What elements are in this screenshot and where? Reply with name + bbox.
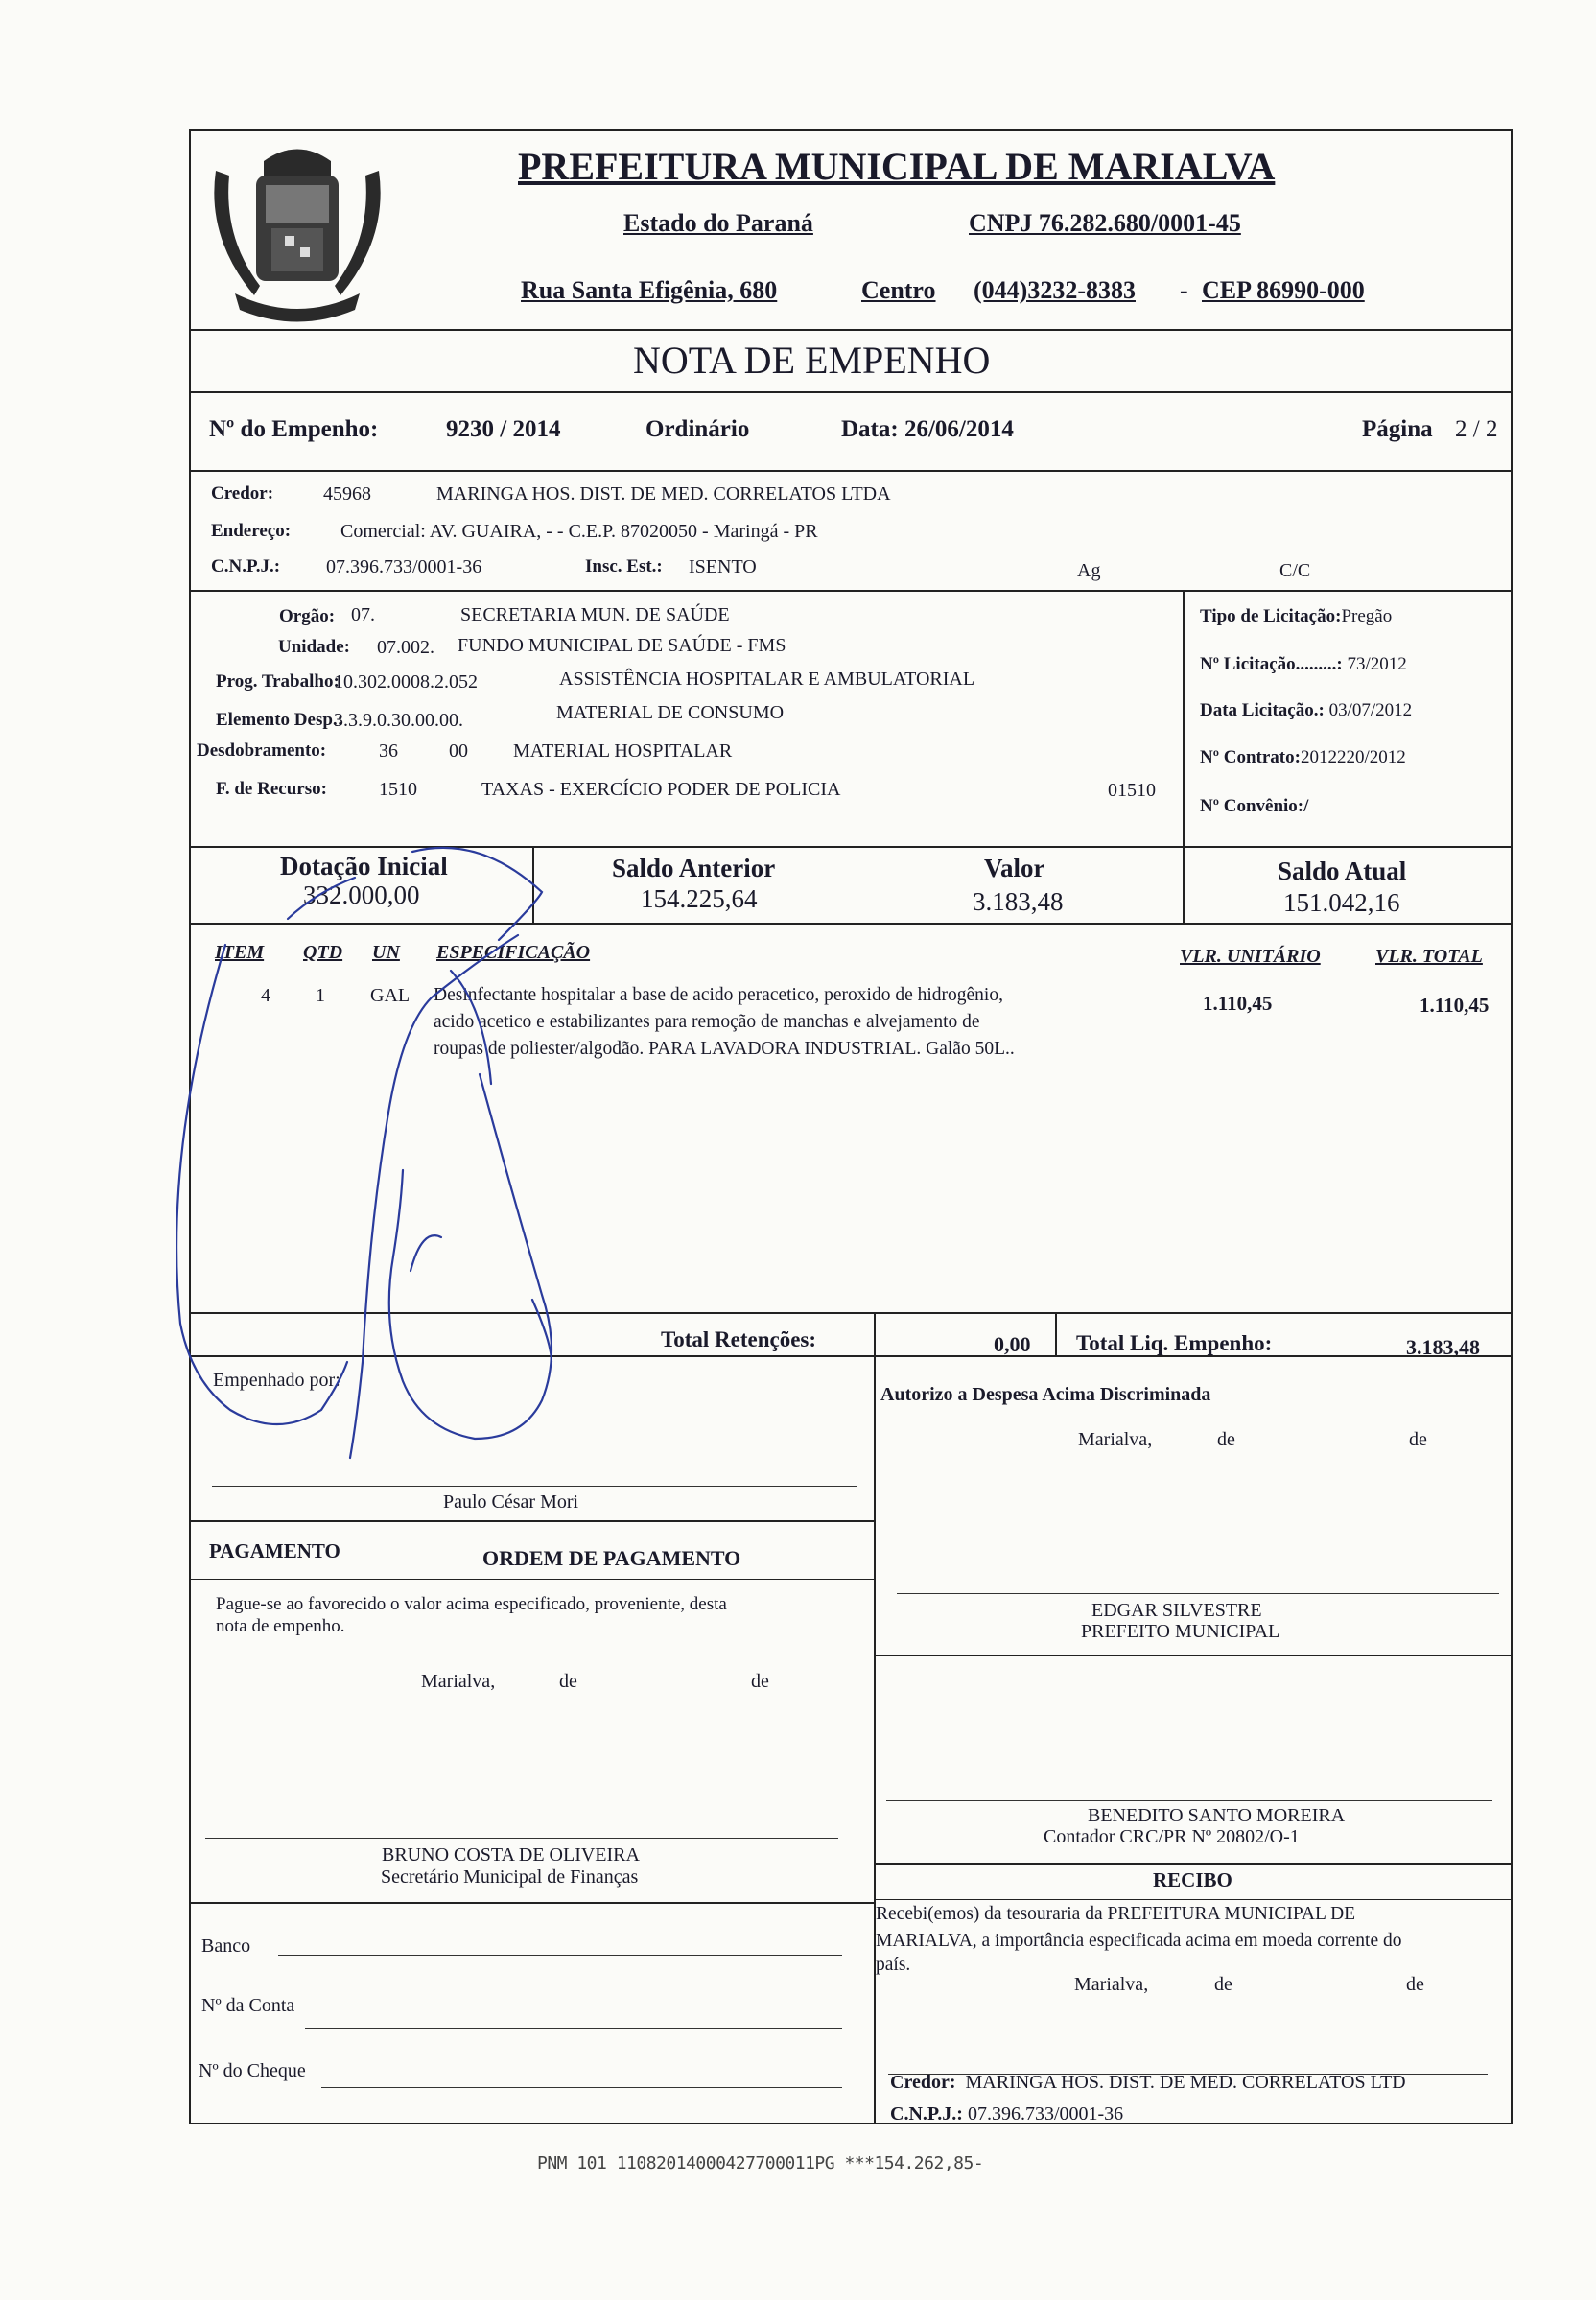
secretario-name: BRUNO COSTA DE OLIVEIRA [382, 1844, 640, 1866]
dotacao-value: 332.000,00 [303, 880, 420, 909]
col-vlr-unitario: VLR. UNITÁRIO [1180, 946, 1321, 967]
autorizo-label: Autorizo a Despesa Acima Discriminada [880, 1384, 1211, 1405]
footer-code: PNM 101 11082014000427700011PG ***154.262,85- [537, 2153, 984, 2173]
elemento-code: 3.3.9.0.30.00.00. [334, 710, 463, 731]
orgao-name: SECRETARIA MUN. DE SAÚDE [460, 604, 730, 625]
item-desc-line2: acido acetico e estabilizantes para remoção de manchas e alvejamento de [434, 1012, 980, 1032]
recurso-code: 1510 [379, 779, 417, 800]
ag-label: Ag [1077, 560, 1101, 581]
credor-address: Comercial: AV. GUAIRA, - - C.E.P. 87020050 - Maringá - PR [340, 521, 818, 542]
autorizo-de1: de [1217, 1429, 1235, 1450]
valor-label: Valor [984, 854, 1045, 882]
pagamento-label: PAGAMENTO [209, 1539, 340, 1562]
orgao-code: 07. [351, 604, 375, 625]
recurso-label: F. de Recurso: [216, 779, 327, 799]
unidade-code: 07.002. [377, 637, 434, 658]
col-item: ITEM [215, 942, 265, 963]
prog-code: 10.302.0008.2.052 [334, 671, 478, 692]
recibo-de1: de [1214, 1974, 1232, 1995]
recibo-cnpj-value: 07.396.733/0001-36 [967, 2103, 1124, 2124]
unidade-name: FUNDO MUNICIPAL DE SAÚDE - FMS [458, 635, 786, 656]
cnpj-label: C.N.P.J.: [211, 556, 281, 576]
cc-label: C/C [1279, 560, 1311, 581]
item-qtd: 1 [316, 985, 325, 1006]
total-retencoes-label: Total Retenções: [661, 1327, 817, 1351]
pagamento-text-line2: nota de empenho. [216, 1616, 345, 1636]
item-total-price: 1.110,45 [1420, 994, 1490, 1017]
valor-value: 3.183,48 [973, 887, 1064, 916]
unidade-label: Unidade: [278, 637, 350, 657]
page-label: Página [1362, 416, 1433, 442]
licitacao-tipo-value: Pregão [1341, 606, 1393, 626]
empenho-type: Ordinário [645, 416, 750, 442]
col-especificacao: ESPECIFICAÇÃO [436, 942, 591, 963]
col-un: UN [372, 942, 400, 963]
prefeito-role: PREFEITO MUNICIPAL [1081, 1621, 1280, 1642]
licitacao-data-label: Data Licitação.: [1200, 700, 1325, 720]
pagamento-de2: de [751, 1671, 769, 1692]
desdobramento-name: MATERIAL HOSPITALAR [513, 740, 733, 762]
credor-code: 45968 [323, 483, 371, 505]
item-un: GAL [370, 985, 411, 1006]
pagamento-city: Marialva, [421, 1671, 496, 1692]
contrato-label: Nº Contrato: [1200, 747, 1301, 767]
contador-name: BENEDITO SANTO MOREIRA [1088, 1805, 1346, 1826]
desdobramento-sub: 00 [449, 740, 468, 762]
empenhado-label: Empenhado por: [213, 1370, 340, 1391]
licitacao-data-value: 03/07/2012 [1328, 700, 1413, 720]
credor-name: MARINGA HOS. DIST. DE MED. CORRELATOS LTDA [436, 483, 891, 505]
recibo-text-line3: país. [876, 1955, 911, 1975]
conta-label: Nº da Conta [201, 1995, 295, 2016]
prefeito-name: EDGAR SILVESTRE [1091, 1600, 1262, 1621]
licitacao-numero-value: 73/2012 [1347, 654, 1407, 674]
municipality-title: PREFEITURA MUNICIPAL DE MARIALVA [518, 145, 1276, 188]
contador-role: Contador CRC/PR Nº 20802/O-1 [1044, 1826, 1300, 1847]
address-label: Endereço: [211, 521, 292, 541]
state-name: Estado do Paraná [623, 209, 813, 237]
convenio-label: Nº Convênio:/ [1200, 796, 1309, 816]
elemento-label: Elemento Desp.: [216, 710, 343, 730]
credor-label: Credor: [211, 483, 274, 504]
recibo-de2: de [1406, 1974, 1424, 1995]
empenho-date: Data: 26/06/2014 [841, 416, 1014, 442]
autorizo-de2: de [1409, 1429, 1427, 1450]
document-title: NOTA DE EMPENHO [633, 339, 991, 382]
orgao-label: Orgão: [279, 606, 336, 626]
dotacao-label: Dotação Inicial [280, 852, 448, 880]
empenhado-name: Paulo César Mori [443, 1491, 579, 1513]
desdobramento-label: Desdobramento: [197, 740, 327, 761]
recibo-credor-name: MARINGA HOS. DIST. DE MED. CORRELATOS LTD [965, 2072, 1406, 2093]
col-qtd: QTD [303, 942, 343, 963]
total-liq-value: 3.183,48 [1406, 1335, 1480, 1359]
recibo-label: RECIBO [1153, 1868, 1232, 1891]
pagamento-de1: de [559, 1671, 577, 1692]
item-number: 4 [261, 985, 270, 1006]
autorizo-city: Marialva, [1078, 1429, 1153, 1450]
empenho-number-label: Nº do Empenho: [209, 416, 379, 442]
ordem-pagamento-label: ORDEM DE PAGAMENTO [482, 1546, 741, 1570]
pagamento-text-line1: Pague-se ao favorecido o valor acima especificado, proveniente, desta [216, 1594, 727, 1614]
banco-label: Banco [201, 1936, 251, 1957]
secretario-role: Secretário Municipal de Finanças [381, 1866, 639, 1888]
address-dash: - [1180, 276, 1188, 304]
recibo-city: Marialva, [1074, 1974, 1149, 1995]
recurso-name: TAXAS - EXERCÍCIO PODER DE POLICIA [481, 779, 841, 800]
recibo-text-line1: Recebi(emos) da tesouraria da PREFEITURA MUNICIPAL DE [876, 1904, 1356, 1924]
recibo-text-line2: MARIALVA, a importância especificada acima em moeda corrente do [876, 1931, 1402, 1951]
licitacao-numero-label: Nº Licitação.........: [1200, 654, 1343, 674]
item-desc-line1: Desinfectante hospitalar a base de acido peracetico, peroxido de hidrogênio, [434, 985, 1003, 1005]
recibo-credor-label: Credor: [890, 2072, 956, 2093]
insc-label: Insc. Est.: [585, 556, 663, 576]
recurso-extra: 01510 [1108, 780, 1156, 801]
licitacao-tipo-label: Tipo de Licitação: [1200, 606, 1342, 626]
saldo-atual-value: 151.042,16 [1283, 888, 1400, 917]
prog-label: Prog. Trabalho: [216, 671, 340, 692]
col-vlr-total: VLR. TOTAL [1375, 946, 1483, 967]
cheque-label: Nº do Cheque [199, 2060, 306, 2081]
recibo-cnpj-label: C.N.P.J.: [890, 2103, 963, 2124]
prog-name: ASSISTÊNCIA HOSPITALAR E AMBULATORIAL [559, 669, 975, 690]
item-desc-line3: roupas de poliester/algodão. PARA LAVADORA INDUSTRIAL. Galão 50L.. [434, 1039, 1015, 1059]
page-number: 2 / 2 [1455, 416, 1498, 442]
total-liq-label: Total Liq. Empenho: [1076, 1331, 1273, 1355]
address-district: Centro [861, 276, 936, 304]
empenho-number: 9230 / 2014 [446, 416, 561, 442]
municipality-cnpj: CNPJ 76.282.680/0001-45 [969, 209, 1241, 237]
saldo-atual-label: Saldo Atual [1278, 857, 1407, 885]
address-phone: (044)3232-8383 [974, 276, 1136, 304]
contrato-value: 2012220/2012 [1300, 747, 1406, 767]
credor-cnpj: 07.396.733/0001-36 [326, 556, 482, 577]
desdobramento-code: 36 [379, 740, 398, 762]
saldo-anterior-value: 154.225,64 [641, 884, 758, 913]
address-street: Rua Santa Efigênia, 680 [521, 276, 778, 304]
elemento-name: MATERIAL DE CONSUMO [556, 702, 785, 723]
credor-insc: ISENTO [689, 556, 757, 577]
item-unit-price: 1.110,45 [1203, 992, 1273, 1015]
saldo-anterior-label: Saldo Anterior [612, 854, 776, 882]
total-retencoes-value: 0,00 [994, 1332, 1031, 1356]
address-cep: CEP 86990-000 [1202, 276, 1365, 304]
